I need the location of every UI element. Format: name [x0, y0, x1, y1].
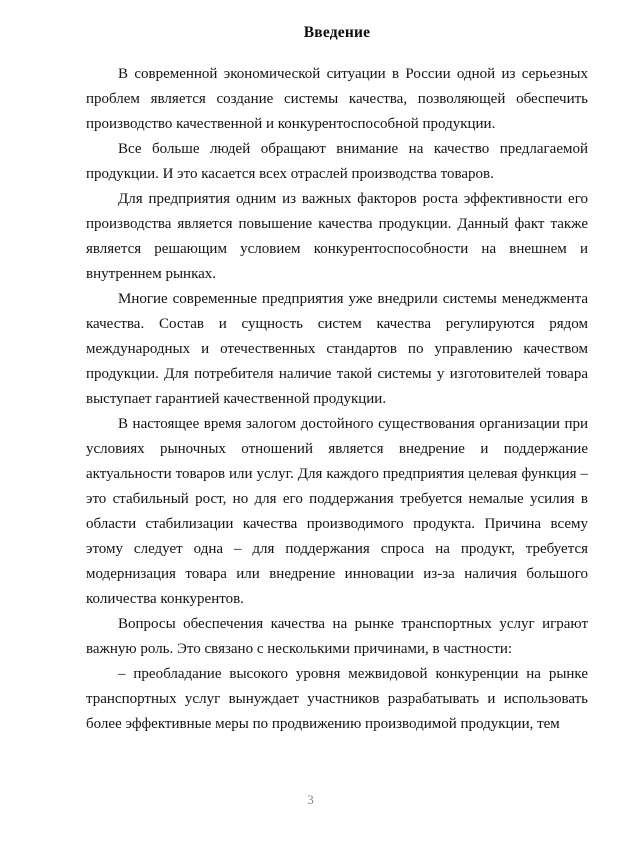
paragraph: Вопросы обеспечения качества на рынке транспортных услуг играют важную роль. Это связано с несколькими причинами, в частности:	[86, 616, 588, 657]
paragraph: – преобладание высокого уровня межвидовой конкуренции на рынке транспортных услуг вынуждает участников разрабатывать и использовать более эффективные меры по продвижению производимой продукции, тем	[86, 666, 588, 732]
paragraph: Для предприятия одним из важных факторов роста эффективности его производства является повышение качества продукции. Данный факт также является решающим условием конкурентоспособности на внешнем и внутреннем рынках.	[86, 191, 588, 282]
paragraph: В современной экономической ситуации в России одной из серьезных проблем является создание системы качества, позволяющей обеспечить производство качественной и конкурентоспособной продукции.	[86, 66, 588, 132]
page-title: Введение	[303, 24, 371, 41]
paragraph: В настоящее время залогом достойного существования организации при условиях рыночных отношений является внедрение и поддержание актуальности товаров или услуг. Для каждого предприятия целевая функция – это стабильный рост, но для его поддержания требуется немалые усилия в области стабилизации качества производимого продукта. Причина всему этому следует одна – для поддержания спроса на продукт, требуется модернизация товара или внедрение инновации из-за наличия большого количества конкурентов.	[86, 416, 588, 607]
paragraph: Все больше людей обращают внимание на качество предлагаемой продукции. И это касается всех отраслей производства товаров.	[86, 141, 588, 182]
page-number: 3	[307, 792, 314, 807]
paragraph: Многие современные предприятия уже внедрили системы менеджмента качества. Состав и сущность систем качества регулируются рядом международных и отечественных стандартов по управлению качеством продукции. Для потребителя наличие такой системы у изготовителей товара выступает гарантией качественной продукции.	[86, 291, 588, 407]
document-body	[86, 62, 588, 737]
